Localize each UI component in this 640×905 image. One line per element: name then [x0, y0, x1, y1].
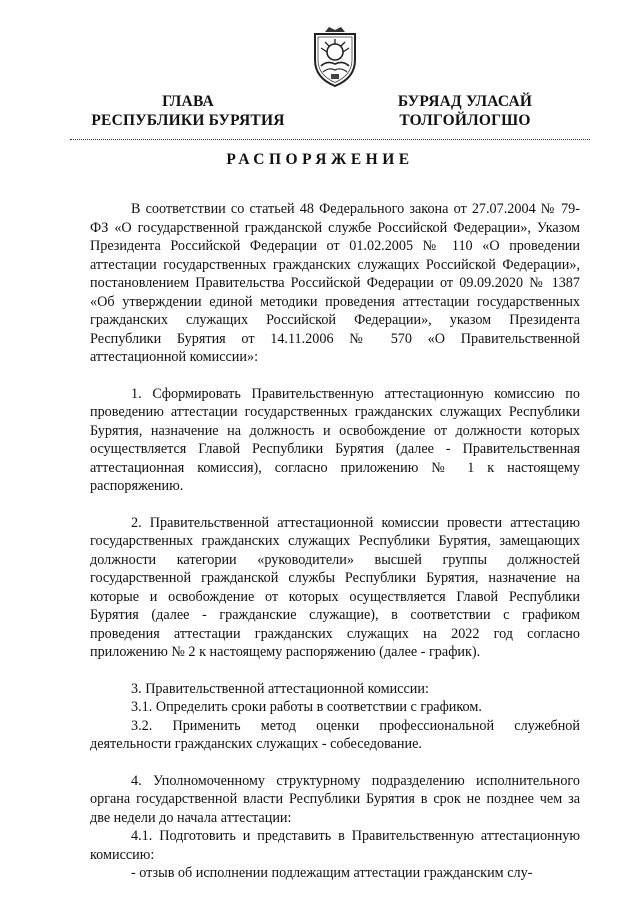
document-title: РАСПОРЯЖЕНИЕ: [226, 151, 414, 168]
clause-3: 3. Правительственной аттестационной комиссии:: [131, 680, 429, 697]
header-right-block: [355, 92, 575, 130]
header-left-line1: ГЛАВА: [162, 93, 214, 110]
coat-of-arms-emblem-icon: [307, 26, 363, 88]
header-right-line1: БУРЯАД УЛАСАЙ: [397, 93, 533, 110]
clause-4: 4. Уполномоченному структурному подразделению исполнительного органа государственной власти Республики Бурятия в срок не позднее чем за две недели до начала аттестации:: [90, 772, 580, 826]
preamble-paragraph: В соответствии со статьей 48 Федерального закона от 27.07.2004 № 79-ФЗ «О государственной гражданской службе Российской Федерации», Указом Президента Российской Федерации от 01.02.2005 № 110 «О проведении аттестации государственных гражданских служащих Российской Федерации», постановлением Правительства Российской Федерации от 09.09.2020 № 1387 «Об утверждении единой методики проведения аттестации государственных гражданских служащих Российской Федерации», указом Президента Республики Бурятия от 14.11.2006 № 570 «О Правительственной аттестационной комиссии»:: [90, 201, 580, 365]
clause-4-1: 4.1. Подготовить и представить в Правительственную аттестационную комиссию:: [90, 828, 580, 863]
header-right-line2: ТОЛГОЙЛОГШО: [399, 112, 531, 129]
header-left-block: [78, 92, 298, 130]
clause-4-1-item: - отзыв об исполнении подлежащим аттестации гражданским слу-: [131, 865, 533, 881]
clause-2: 2. Правительственной аттестационной комиссии провести аттестацию государственных гражданских служащих Республики Бурятия, замещающих должности категории «руководители» высшей группы должностей государственной гражданской службы Республики Бурятия, назначение на которые и освобождение от которых осуществляется Главой Республики Бурятия (далее - гражданские служащие), в соответствии с графиком проведения аттестации гражданских служащих на 2022 год согласно приложению № 2 к настоящему распоряжению (далее - график).: [90, 514, 580, 660]
document-body: [90, 200, 580, 883]
clause-3-1: 3.1. Определить сроки работы в соответствии с графиком.: [131, 699, 482, 715]
header-divider: [70, 139, 590, 140]
clause-1: 1. Сформировать Правительственную аттестационную комиссию по проведению аттестации государственных гражданских служащих Республики Бурятия, назначение на должность и освобождение от должности которых осуществляется Главой Республики Бурятия (далее - Правительственная аттестационная комиссия), согласно приложению № 1 к настоящему распоряжению.: [90, 385, 580, 494]
clause-3-2: 3.2. Применить метод оценки профессиональной служебной деятельности гражданских служащих - собеседование.: [90, 717, 580, 752]
header-left-line2: РЕСПУБЛИКИ БУРЯТИЯ: [91, 112, 285, 129]
